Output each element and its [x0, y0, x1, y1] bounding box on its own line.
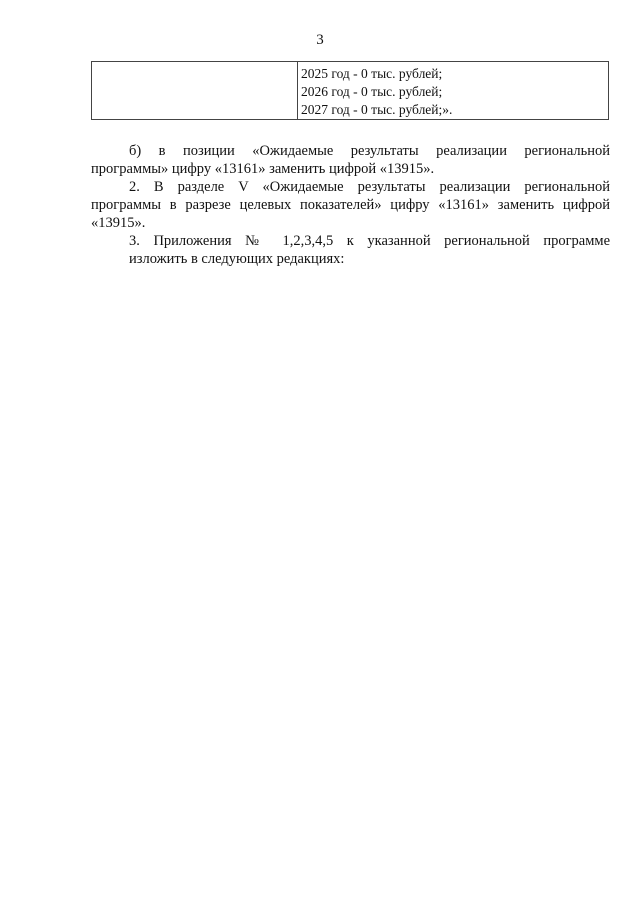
paragraph-2-line-2: программы в разрезе целевых показателей» цифру «13161» заменить цифрой	[91, 197, 610, 213]
paragraph-3-line-2: изложить в следующих редакциях:	[129, 251, 345, 267]
funding-year-2026: 2026 год - 0 тыс. рублей;	[301, 84, 443, 99]
paragraph-b	[91, 142, 610, 178]
paragraph-2	[91, 178, 610, 232]
funding-cell	[298, 62, 609, 120]
paragraph-b-line-2: программы» цифру «13161» заменить цифрой «13915».	[91, 161, 435, 177]
paragraph-3-line-1: 3. Приложения № 1,2,3,4,5 к указанной региональной программе	[129, 233, 610, 249]
funding-year-2025: 2025 год - 0 тыс. рублей;	[301, 66, 443, 81]
page-number: 3	[316, 32, 324, 48]
paragraph-2-line-1: 2. В разделе V «Ожидаемые результаты реализации региональной	[129, 179, 610, 195]
paragraph-3	[91, 232, 610, 268]
paragraph-2-line-3: «13915».	[91, 215, 146, 231]
empty-cell	[92, 62, 298, 120]
funding-table	[91, 61, 609, 120]
funding-year-2027: 2027 год - 0 тыс. рублей;».	[301, 102, 453, 117]
table-row	[92, 62, 609, 120]
paragraph-b-line-1: б) в позиции «Ожидаемые результаты реализации региональной	[129, 143, 610, 159]
